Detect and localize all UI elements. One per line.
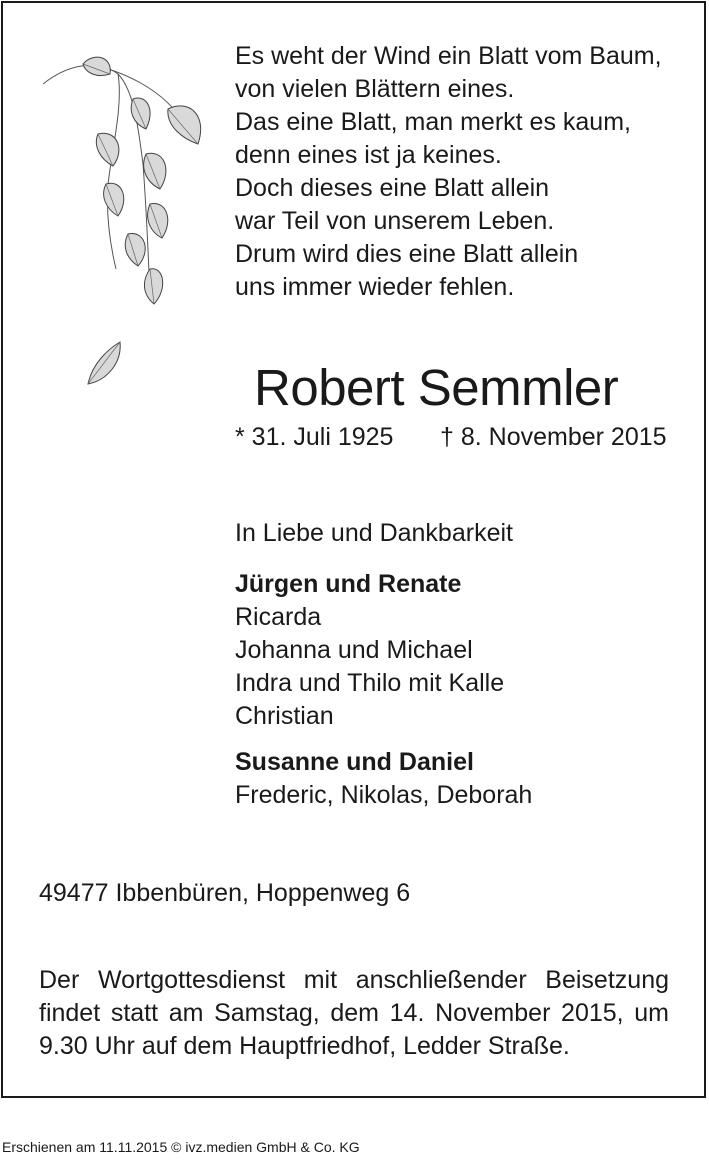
poem-line: Es weht der Wind ein Blatt vom Baum,: [235, 42, 662, 70]
mourner-name: Johanna und Michael: [235, 636, 473, 664]
mourner-name: Christian: [235, 702, 334, 730]
mourners-group-head: Jürgen und Renate: [235, 570, 462, 598]
mourner-name: Frederic, Nikolas, Deborah: [235, 781, 533, 809]
mourners-intro: In Liebe und Dankbarkeit: [235, 519, 513, 547]
family-address: 49477 Ibbenbüren, Hoppenweg 6: [39, 879, 411, 907]
poem-line: war Teil von unserem Leben.: [235, 207, 555, 235]
poem-line: Das eine Blatt, man merkt es kaum,: [235, 108, 631, 136]
poem-line: Doch dieses eine Blatt allein: [235, 174, 550, 202]
mourners-group-1: [235, 568, 504, 733]
service-line: findet statt am Samstag, dem 14. November 2015, um: [39, 999, 669, 1027]
death-date: † 8. November 2015: [440, 423, 667, 451]
mourners-group-head: Susanne und Daniel: [235, 748, 474, 776]
memorial-poem: [235, 40, 662, 304]
mourners-group-2: [235, 746, 532, 812]
poem-line: denn eines ist ja keines.: [235, 141, 502, 169]
mourner-name: Indra und Thilo mit Kalle: [235, 669, 505, 697]
service-notice: [39, 964, 669, 1063]
birch-leaves-illustration: [38, 44, 218, 404]
poem-line: von vielen Blättern eines.: [235, 75, 515, 103]
service-line: Der Wortgottesdienst mit anschließender Beisetzung: [39, 966, 669, 994]
mourner-name: Ricarda: [235, 603, 322, 631]
poem-line: Drum wird dies eine Blatt allein: [235, 240, 579, 268]
poem-line: uns immer wieder fehlen.: [235, 273, 515, 301]
deceased-name: Robert Semmler: [254, 359, 619, 416]
publication-footer: Erschienen am 11.11.2015 © ivz.medien GmbH & Co. KG: [2, 1139, 360, 1155]
birth-date: * 31. Juli 1925: [235, 423, 394, 451]
service-line: 9.30 Uhr auf dem Hauptfriedhof, Ledder Straße.: [39, 1032, 570, 1060]
